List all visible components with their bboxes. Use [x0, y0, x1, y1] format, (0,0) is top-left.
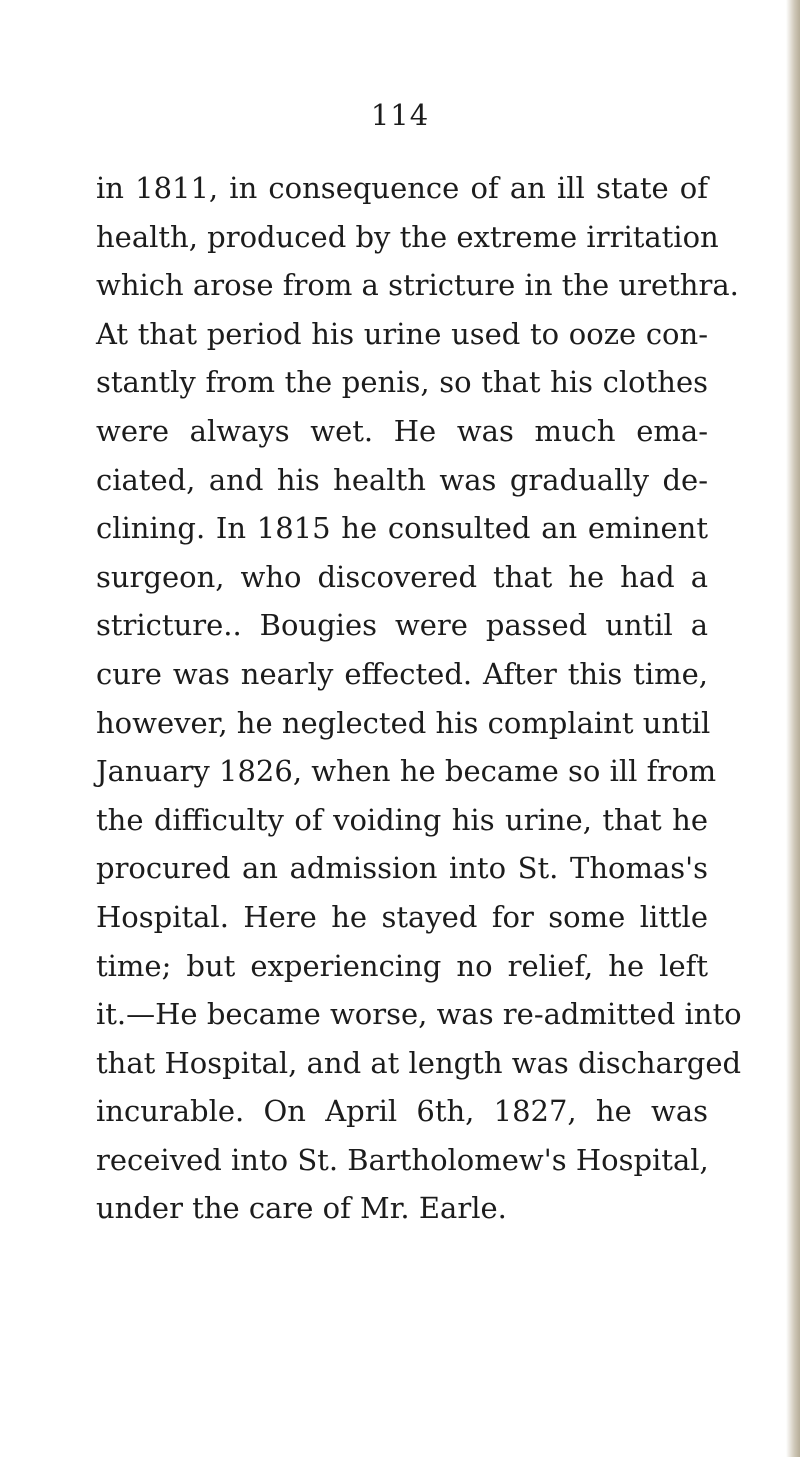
text-line: January 1826, when he became so ill from [96, 754, 717, 789]
page-edge-shadow [786, 0, 800, 1457]
text-line: were always wet. He was much ema- [96, 413, 708, 448]
text-line: the difficulty of voiding his urine, that he [96, 802, 708, 837]
text-line: cure was nearly effected. After this time, [96, 656, 708, 691]
text-line: incurable. On April 6th, 1827, he was [96, 1094, 708, 1129]
text-line: it.—He became worse, was re-admitted into [96, 997, 742, 1032]
text-line: which arose from a stricture in the urethra. [96, 268, 739, 303]
text-line: under the care of Mr. Earle. [96, 1191, 507, 1226]
text-line: Hospital. Here he stayed for some little [96, 899, 708, 934]
text-line: received into St. Bartholomew's Hospital, [96, 1142, 709, 1177]
text-line: health, produced by the extreme irritation [96, 219, 719, 254]
text-line: in 1811, in consequence of an ill state of [96, 171, 708, 205]
text-line: stantly from the penis, so that his clothes [96, 365, 708, 400]
text-line: stricture.. Bougies were passed until a [96, 608, 708, 643]
text-line: time; but experiencing no relief, he left [96, 948, 708, 983]
text-line: At that period his urine used to ooze con- [96, 316, 708, 351]
text-line: surgeon, who discovered that he had a [96, 559, 708, 594]
page-number: 114 [370, 98, 430, 132]
text-line: ciated, and his health was gradually de- [96, 462, 708, 497]
text-line: however, he neglected his complaint until [96, 705, 711, 740]
body-text [96, 164, 742, 1233]
text-line: that Hospital, and at length was discharged [96, 1045, 742, 1080]
text-line: procured an admission into St. Thomas's [96, 851, 708, 886]
text-line: clining. In 1815 he consulted an eminent [96, 511, 708, 546]
